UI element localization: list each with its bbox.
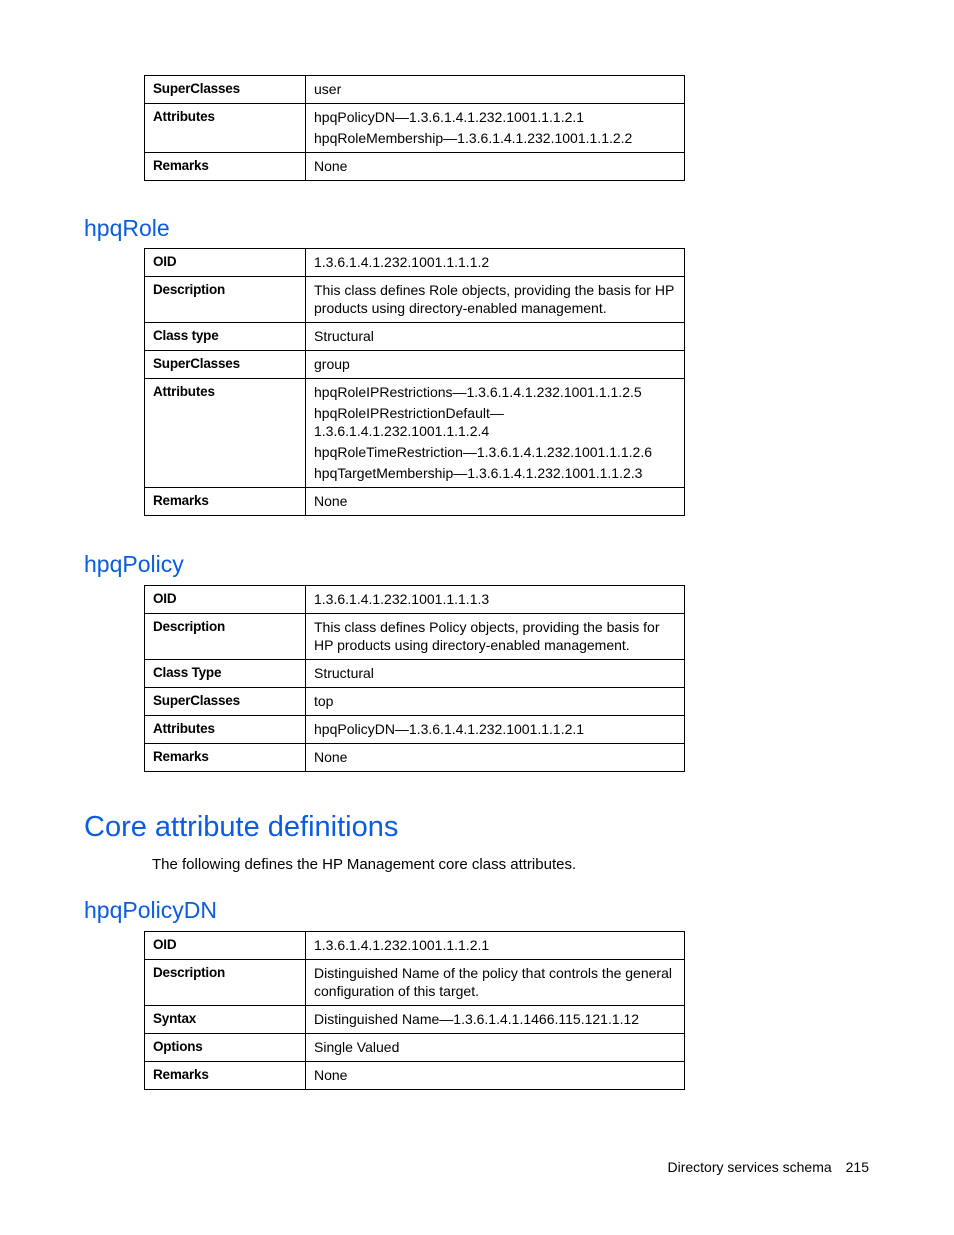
row-label: Attributes [145, 379, 306, 488]
footer-section-title: Directory services schema [667, 1159, 832, 1175]
row-value [306, 614, 685, 660]
value-line: hpqRoleIPRestrictions—1.3.6.1.4.1.232.1001.1.1.2.5 [314, 384, 642, 400]
table-row [145, 76, 685, 104]
table-row [145, 277, 685, 323]
row-label: OID [145, 932, 306, 960]
table-row [145, 614, 685, 660]
page-footer [667, 1158, 869, 1176]
value-line: hpqRoleIPRestrictionDefault—1.3.6.1.4.1.232.1001.1.1.2.4 [314, 405, 504, 439]
row-label: SuperClasses [145, 351, 306, 379]
value-line: Distinguished Name of the policy that controls the general configuration of this target. [314, 965, 672, 999]
value-line: 1.3.6.1.4.1.232.1001.1.1.2.1 [314, 937, 490, 953]
row-value [306, 1006, 685, 1034]
row-label: Class Type [145, 660, 306, 688]
row-label: Class type [145, 323, 306, 351]
table-row [145, 488, 685, 516]
hpqpolicy-table [144, 585, 685, 772]
row-value [306, 744, 685, 772]
value-line: hpqTargetMembership—1.3.6.1.4.1.232.1001.1.1.2.3 [314, 465, 643, 481]
row-label: Attributes [145, 104, 306, 153]
table-row [145, 379, 685, 488]
row-label: OID [145, 249, 306, 277]
row-value [306, 76, 685, 104]
row-value [306, 379, 685, 488]
row-value [306, 277, 685, 323]
row-label: Options [145, 1034, 306, 1062]
row-value [306, 1062, 685, 1090]
row-value [306, 688, 685, 716]
row-label: Remarks [145, 153, 306, 181]
hpqpolicydn-table [144, 931, 685, 1090]
table-row [145, 104, 685, 153]
table-row [145, 1006, 685, 1034]
row-label: SuperClasses [145, 76, 306, 104]
row-value [306, 586, 685, 614]
table-row [145, 932, 685, 960]
table-row [145, 1034, 685, 1062]
value-line: None [314, 158, 348, 174]
row-label: Description [145, 960, 306, 1006]
value-line: None [314, 1067, 348, 1083]
value-line: None [314, 493, 348, 509]
value-line: hpqPolicyDN—1.3.6.1.4.1.232.1001.1.1.2.1 [314, 109, 585, 125]
row-label: Description [145, 614, 306, 660]
value-line: 1.3.6.1.4.1.232.1001.1.1.1.3 [314, 591, 490, 607]
value-line: group [314, 356, 350, 372]
value-line: Distinguished Name—1.3.6.1.4.1.1466.115.121.1.12 [314, 1011, 640, 1027]
value-line: hpqPolicyDN—1.3.6.1.4.1.232.1001.1.1.2.1 [314, 721, 585, 737]
table-row [145, 249, 685, 277]
row-value [306, 716, 685, 744]
table-row [145, 586, 685, 614]
row-value [306, 488, 685, 516]
row-value [306, 153, 685, 181]
row-value [306, 104, 685, 153]
row-label: Remarks [145, 744, 306, 772]
value-line: Structural [314, 328, 374, 344]
row-value [306, 1034, 685, 1062]
value-line: top [314, 693, 334, 709]
table-row [145, 688, 685, 716]
value-line: This class defines Policy objects, providing the basis for HP products using directory-enabled management. [314, 619, 660, 653]
table-row [145, 1062, 685, 1090]
table-row [145, 351, 685, 379]
table-row [145, 960, 685, 1006]
table-row [145, 744, 685, 772]
hpqrole-table [144, 248, 685, 516]
row-value [306, 351, 685, 379]
page-number: 215 [845, 1159, 869, 1175]
value-line: hpqRoleMembership—1.3.6.1.4.1.232.1001.1.1.2.2 [314, 130, 633, 146]
hpqrole-heading: hpqRole [84, 215, 170, 241]
value-line: Structural [314, 665, 374, 681]
row-value [306, 249, 685, 277]
user-class-table [144, 75, 685, 181]
table-row [145, 660, 685, 688]
value-line: hpqRoleTimeRestriction—1.3.6.1.4.1.232.1001.1.1.2.6 [314, 444, 653, 460]
row-label: OID [145, 586, 306, 614]
hpqpolicydn-heading: hpqPolicyDN [84, 897, 217, 923]
row-label: Remarks [145, 1062, 306, 1090]
row-label: SuperClasses [145, 688, 306, 716]
value-line: user [314, 81, 342, 97]
row-label: Attributes [145, 716, 306, 744]
row-value [306, 323, 685, 351]
table-row [145, 716, 685, 744]
core-attribute-definitions-heading: Core attribute definitions [84, 811, 399, 843]
value-line: 1.3.6.1.4.1.232.1001.1.1.1.2 [314, 254, 490, 270]
row-value [306, 960, 685, 1006]
row-value [306, 932, 685, 960]
row-label: Description [145, 277, 306, 323]
value-line: None [314, 749, 348, 765]
table-row [145, 323, 685, 351]
hpqpolicy-heading: hpqPolicy [84, 551, 184, 577]
value-line: Single Valued [314, 1039, 400, 1055]
row-label: Syntax [145, 1006, 306, 1034]
value-line: This class defines Role objects, providing the basis for HP products using directory-enabled management. [314, 282, 675, 316]
table-row [145, 153, 685, 181]
row-label: Remarks [145, 488, 306, 516]
row-value [306, 660, 685, 688]
core-intro-text: The following defines the HP Management core class attributes. [152, 856, 577, 873]
